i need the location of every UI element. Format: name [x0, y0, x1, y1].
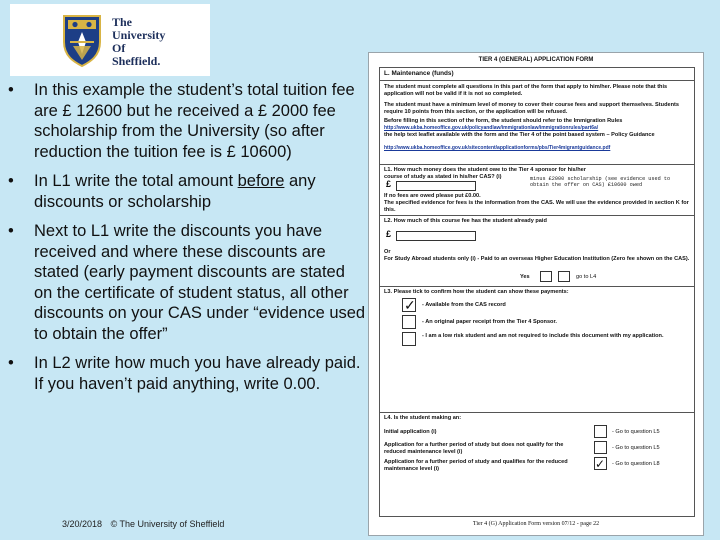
l3-question: L3. Please tick to confirm how the student can show these payments: [384, 289, 569, 295]
l3-option-3: - I am a low risk student and am not required to include this document with my application. [422, 333, 664, 339]
university-logo [10, 4, 210, 76]
bullet-marker: • [8, 354, 14, 372]
footer-date: 3/20/2018 [62, 519, 103, 529]
instruction-bullet-3 [6, 221, 366, 344]
form-intro: The student must have a minimum level of money to cover their course fees and support themselves. Students require 10 points from this section, or the application will be refused. [384, 102, 679, 115]
currency-symbol: £ [386, 229, 392, 239]
l1-question: L1. How much money does the student owe to the Tier 4 sponsor for his/her course of study as stated in his/her CAS? (i) [384, 167, 586, 180]
form-intro: The student must complete all questions in this part of the form that apply to him/her. Please note that this application will not be valid if it is not so completed. [384, 84, 668, 97]
section-title: L. Maintenance (funds) [384, 70, 454, 77]
instruction-bullet-1 [6, 80, 366, 162]
l4-option-3: Application for a further period of study and qualifies for the reduced maintenance level (i) [384, 459, 568, 472]
l4-option-3-goto: - Go to question L8 [612, 461, 660, 467]
check-mark-icon: ✓ [595, 457, 606, 471]
check-mark-icon: ✓ [404, 297, 416, 313]
university-wordmark: The University Of Sheffield. [112, 15, 166, 68]
bullet-marker: • [8, 172, 14, 190]
l3-option-2-checkbox[interactable] [402, 315, 416, 329]
instruction-list [6, 80, 366, 403]
bullet-text: In L1 write the total amount [34, 172, 238, 190]
instruction-bullet-4 [6, 353, 366, 394]
l4-option-1-goto: - Go to question L5 [612, 429, 660, 435]
application-form-page [368, 52, 704, 536]
form-section-l [379, 67, 695, 517]
bullet-text: In this example the student’s total tuition fee are £ 12600 but he received a £ 2000 fee scholarship from the University (so after reduction the tuition fee is £ 10600) [34, 81, 355, 161]
form-header: TIER 4 (GENERAL) APPLICATION FORM [478, 57, 594, 63]
instruction-bullet-2 [6, 171, 366, 212]
footer-copyright: © The University of Sheffield [110, 519, 225, 529]
l1-note: The specified evidence for fees is the information from the CAS. We will use the evidence provided in section K for this. [384, 200, 689, 213]
form-intro: the help text leaflet available with the form and the Tier 4 of the point based system – Policy Guidance [384, 132, 655, 138]
form-intro: Before filling in this section of the form, the student should refer to the Immigration Rules [384, 118, 623, 124]
l3-option-3-checkbox[interactable] [402, 332, 416, 346]
bullet-marker: • [8, 81, 14, 99]
form-page-footer: Tier 4 (G) Application Form version 07/12 - page 22 [472, 521, 600, 527]
l4-question: L4. Is the student making an: [384, 415, 462, 421]
yes-checkbox[interactable] [540, 271, 552, 282]
yes-label: Yes [520, 274, 530, 280]
guidance-link[interactable]: http://www.ukba.homeoffice.gov.uk/policyandlaw/immigrationlaw/immigrationrules/part6a/ [384, 125, 599, 131]
l2-question: L2. How much of this course fee has the student already paid [384, 218, 547, 224]
study-abroad-note: For Study Abroad students only (i) - Paid to an overseas Higher Education Institution (Zero fee shown on the CAS). [384, 256, 690, 262]
l2-amount-field[interactable] [396, 231, 476, 241]
bullet-text: Next to L1 write the discounts you have received and where these discounts are stated (early payment discounts are stated on the certificate of student status, all other discounts on your CAS under “evidence used to obtain the offer” [34, 222, 366, 343]
l1-annotation: minus £2000 scholarship (see evidence used to obtain the offer on CAS) £10600 owed [530, 176, 671, 188]
l4-option-2-goto: - Go to question L5 [612, 445, 660, 451]
l3-option-1: - Available from the CAS record [422, 302, 506, 308]
l4-option-1: Initial application (i) [384, 429, 437, 435]
bullet-marker: • [8, 222, 14, 240]
go-to-l4-label: go to L4 [576, 274, 597, 280]
slide-footer [62, 519, 230, 529]
l4-option-2-checkbox[interactable] [594, 441, 607, 454]
l1-hint: If no fees are owed please put £0.00. [384, 193, 481, 199]
currency-symbol: £ [386, 179, 392, 189]
bullet-emphasis: before [237, 172, 285, 190]
l4-option-1-checkbox[interactable] [594, 425, 607, 438]
guidance-link[interactable]: http://www.ukba.homeoffice.gov.uk/sitecontent/applicationforms/pbs/Tier4migrantguidance.pdf [384, 145, 611, 151]
l4-option-2: Application for a further period of study but does not qualify for the reduced maintenance level (i) [384, 442, 564, 455]
or-label: Or [384, 249, 391, 255]
university-crest-icon [60, 12, 104, 68]
l3-option-2: - An original paper receipt from the Tier 4 Sponsor. [422, 319, 557, 325]
go-to-l4-checkbox[interactable] [558, 271, 570, 282]
bullet-text: In L2 write how much you have already paid. If you haven’t paid anything, write 0.00. [34, 354, 361, 393]
bullet-text: any discounts or scholarship [34, 172, 316, 211]
l1-amount-field[interactable] [396, 181, 476, 191]
